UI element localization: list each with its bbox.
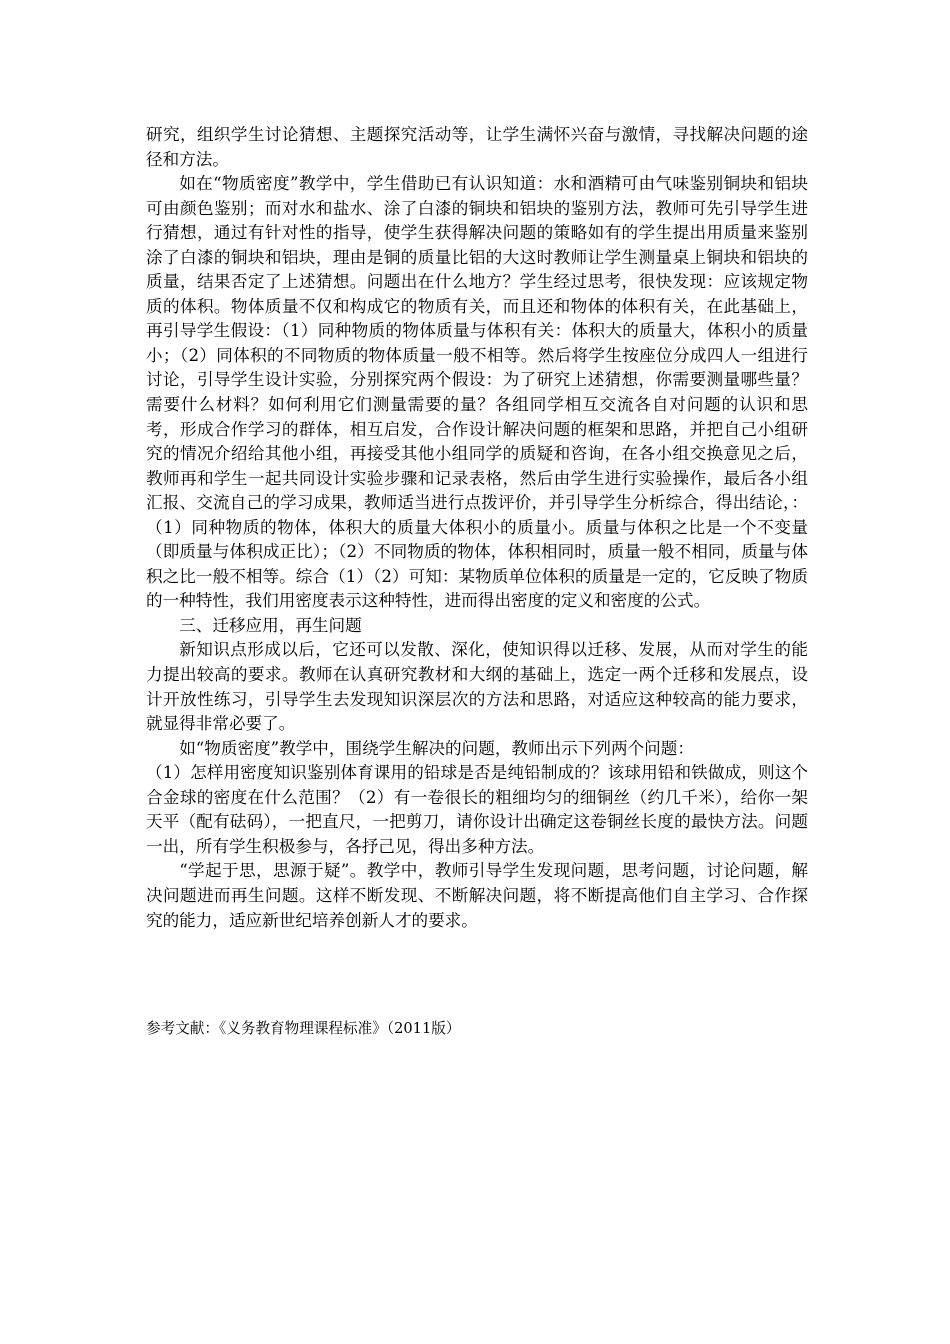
section-heading-transfer-application: 三、迁移应用，再生问题 [179,615,362,635]
paragraph-new-knowledge: 新知识点形成以后，它还可以发散、深化，使知识得以迁移、发展，从而对学生的能力提出较高的要求。教师在认真研究教材和大纲的基础上，选定一两个迁移和发展点，设计开放性练习，引导学生去发现知识深层次的方法和思路，对适应这种较高的能力要求，就显得非常必要了。 [146,640,808,734]
paragraph-two-questions: （1）怎样用密度知识鉴别体育课用的铅球是否是纯铅制成的？该球用铅和铁做成，则这个合金球的密度在什么范围？（2）有一卷很长的粗细均匀的细铜丝（约几千米），给你一架天平（配有砝码），一把直尺，一把剪刀，请你设计出确定这卷铜丝长度的最快方法。问题一出，所有学生积极参与，各抒己见，得出多种方法。 [146,763,808,856]
paragraph-intro-continued: 研究，组织学生讨论猜想、主题探究活动等，让学生满怀兴奋与激情，寻找解决问题的途径和方法。 [146,125,808,169]
references-line: 参考文献：《义务教育物理课程标准》（2011版） [146,1020,461,1037]
paragraph-density-example: 如在“物质密度”教学中，学生借助已有认识知道：水和酒精可由气味鉴别铜块和铝块可由颜色鉴别；而对水和盐水、涂了白漆的铜块和铝块的鉴别方法，教师可先引导学生进行猜想，通过有针对性的指导，使学生获得解决问题的策略如有的学生提出用质量来鉴别涂了白漆的铜块和铝块，理由是铜的质量比铝的大这时教师让学生测量桌上铜块和铝块的质量，结果否定了上述猜想。问题出在什么地方？学生经过思考，很快发现：应该规定物质的体积。物体质量不仅和构成它的物质有关，而且还和物体的体积有关，在此基础上，再引导学生假设：（1）同种物质的物体质量与体积有关：体积大的质量大，体积小的质量小；（2）同体积的不同物质的物体质量一般不相等。然后将学生按座位分成四人一组进行讨论，引导学生设计实验，分别探究两个假设：为了研究上述猜想，你需要测量哪些量？需要什么材料？如何利用它们测量需要的量？各组同学相互交流各自对问题的认识和思考，形成合作学习的群体，相互启发，合作设计解决问题的框架和思路，并把自己小组研究的情况介绍给其他小组，再接受其他小组同学的质疑和咨询，在各小组交换意见之后，教师再和学生一起共同设计实验步骤和记录表格，然后由学生进行实验操作，最后各小组汇报、交流自己的学习成果，教师适当进行点拨评价，并引导学生分析综合，得出结论，：（1）同种物质的物体，体积大的质量大体积小的质量小。质量与体积之比是一个不变量（即质量与体积成正比）；（2）不同物质的物体，体积相同时，质量一般不相同，质量与体积之比一般不相等。综合（1）（2）可知：某物质单位体积的质量是一定的，它反映了物质的一种特性，我们用密度表示这种特性，进而得出密度的定义和密度的公式。 [146,174,808,611]
paragraph-density-questions-intro: 如“物质密度”教学中，围绕学生解决的问题，教师出示下列两个问题： [179,738,694,758]
article-body [146,123,808,933]
paragraph-conclusion: “学起于思，思源于疑”。教学中，教师引导学生发现问题，思考问题，讨论问题，解决问题进而再生问题。这样不断发现、不断解决问题，将不断提高他们自主学习、合作探究的能力，适应新世纪培养创新人才的要求。 [146,861,808,930]
